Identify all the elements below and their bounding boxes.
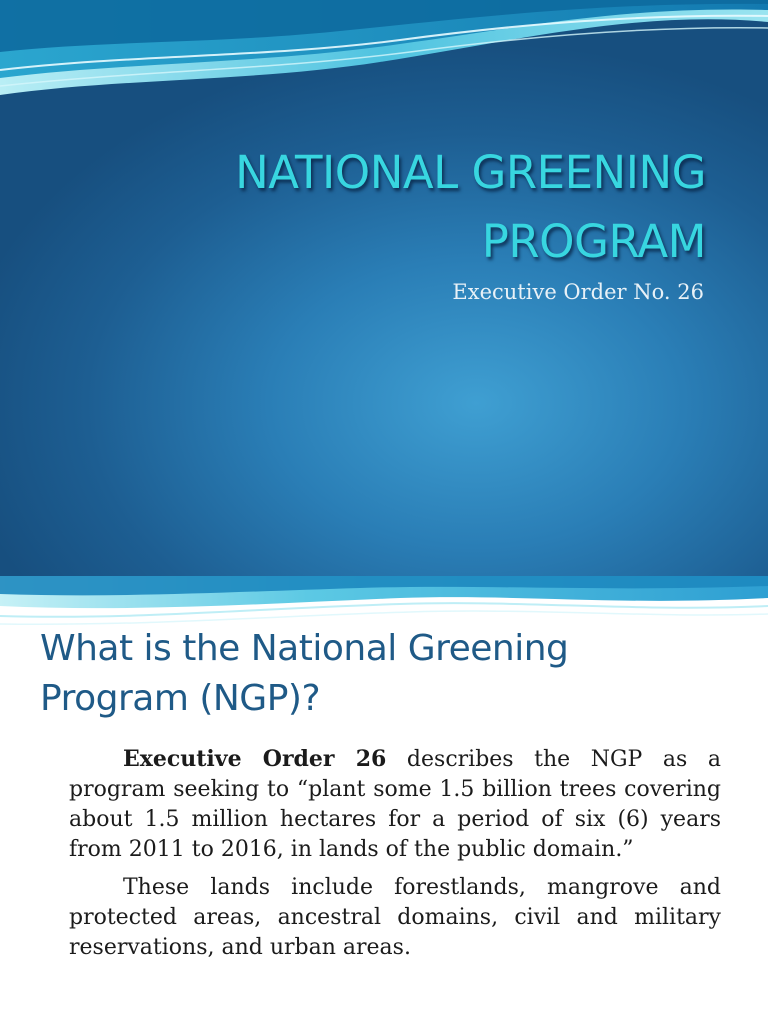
content-slide [0,576,768,1024]
page-title [46,138,706,276]
subtitle: Executive Order No. 26 [452,280,704,304]
slide-heading [40,624,740,724]
body-text [69,744,721,971]
paragraph-1 [69,744,721,865]
paragraph-1-bold: Executive Order 26 [123,746,387,772]
paragraph-2: These lands include forestlands, mangrove and protected areas, ancestral domains, civil and military reservations, and urban areas. [69,875,721,960]
title-line-1: NATIONAL GREENING [235,146,706,199]
heading-line-1: What is the National Greening [40,628,569,669]
title-line-2: PROGRAM [481,215,706,268]
paragraph-1-text: describes the NGP as a program seeking to “plant some 1.5 billion trees covering about 1.5 million hectares for a period of six (6) years from 2011 to 2016, in lands of the public domain.” [69,747,722,862]
heading-line-2: Program (NGP)? [40,678,321,719]
wave-decoration [0,0,768,110]
